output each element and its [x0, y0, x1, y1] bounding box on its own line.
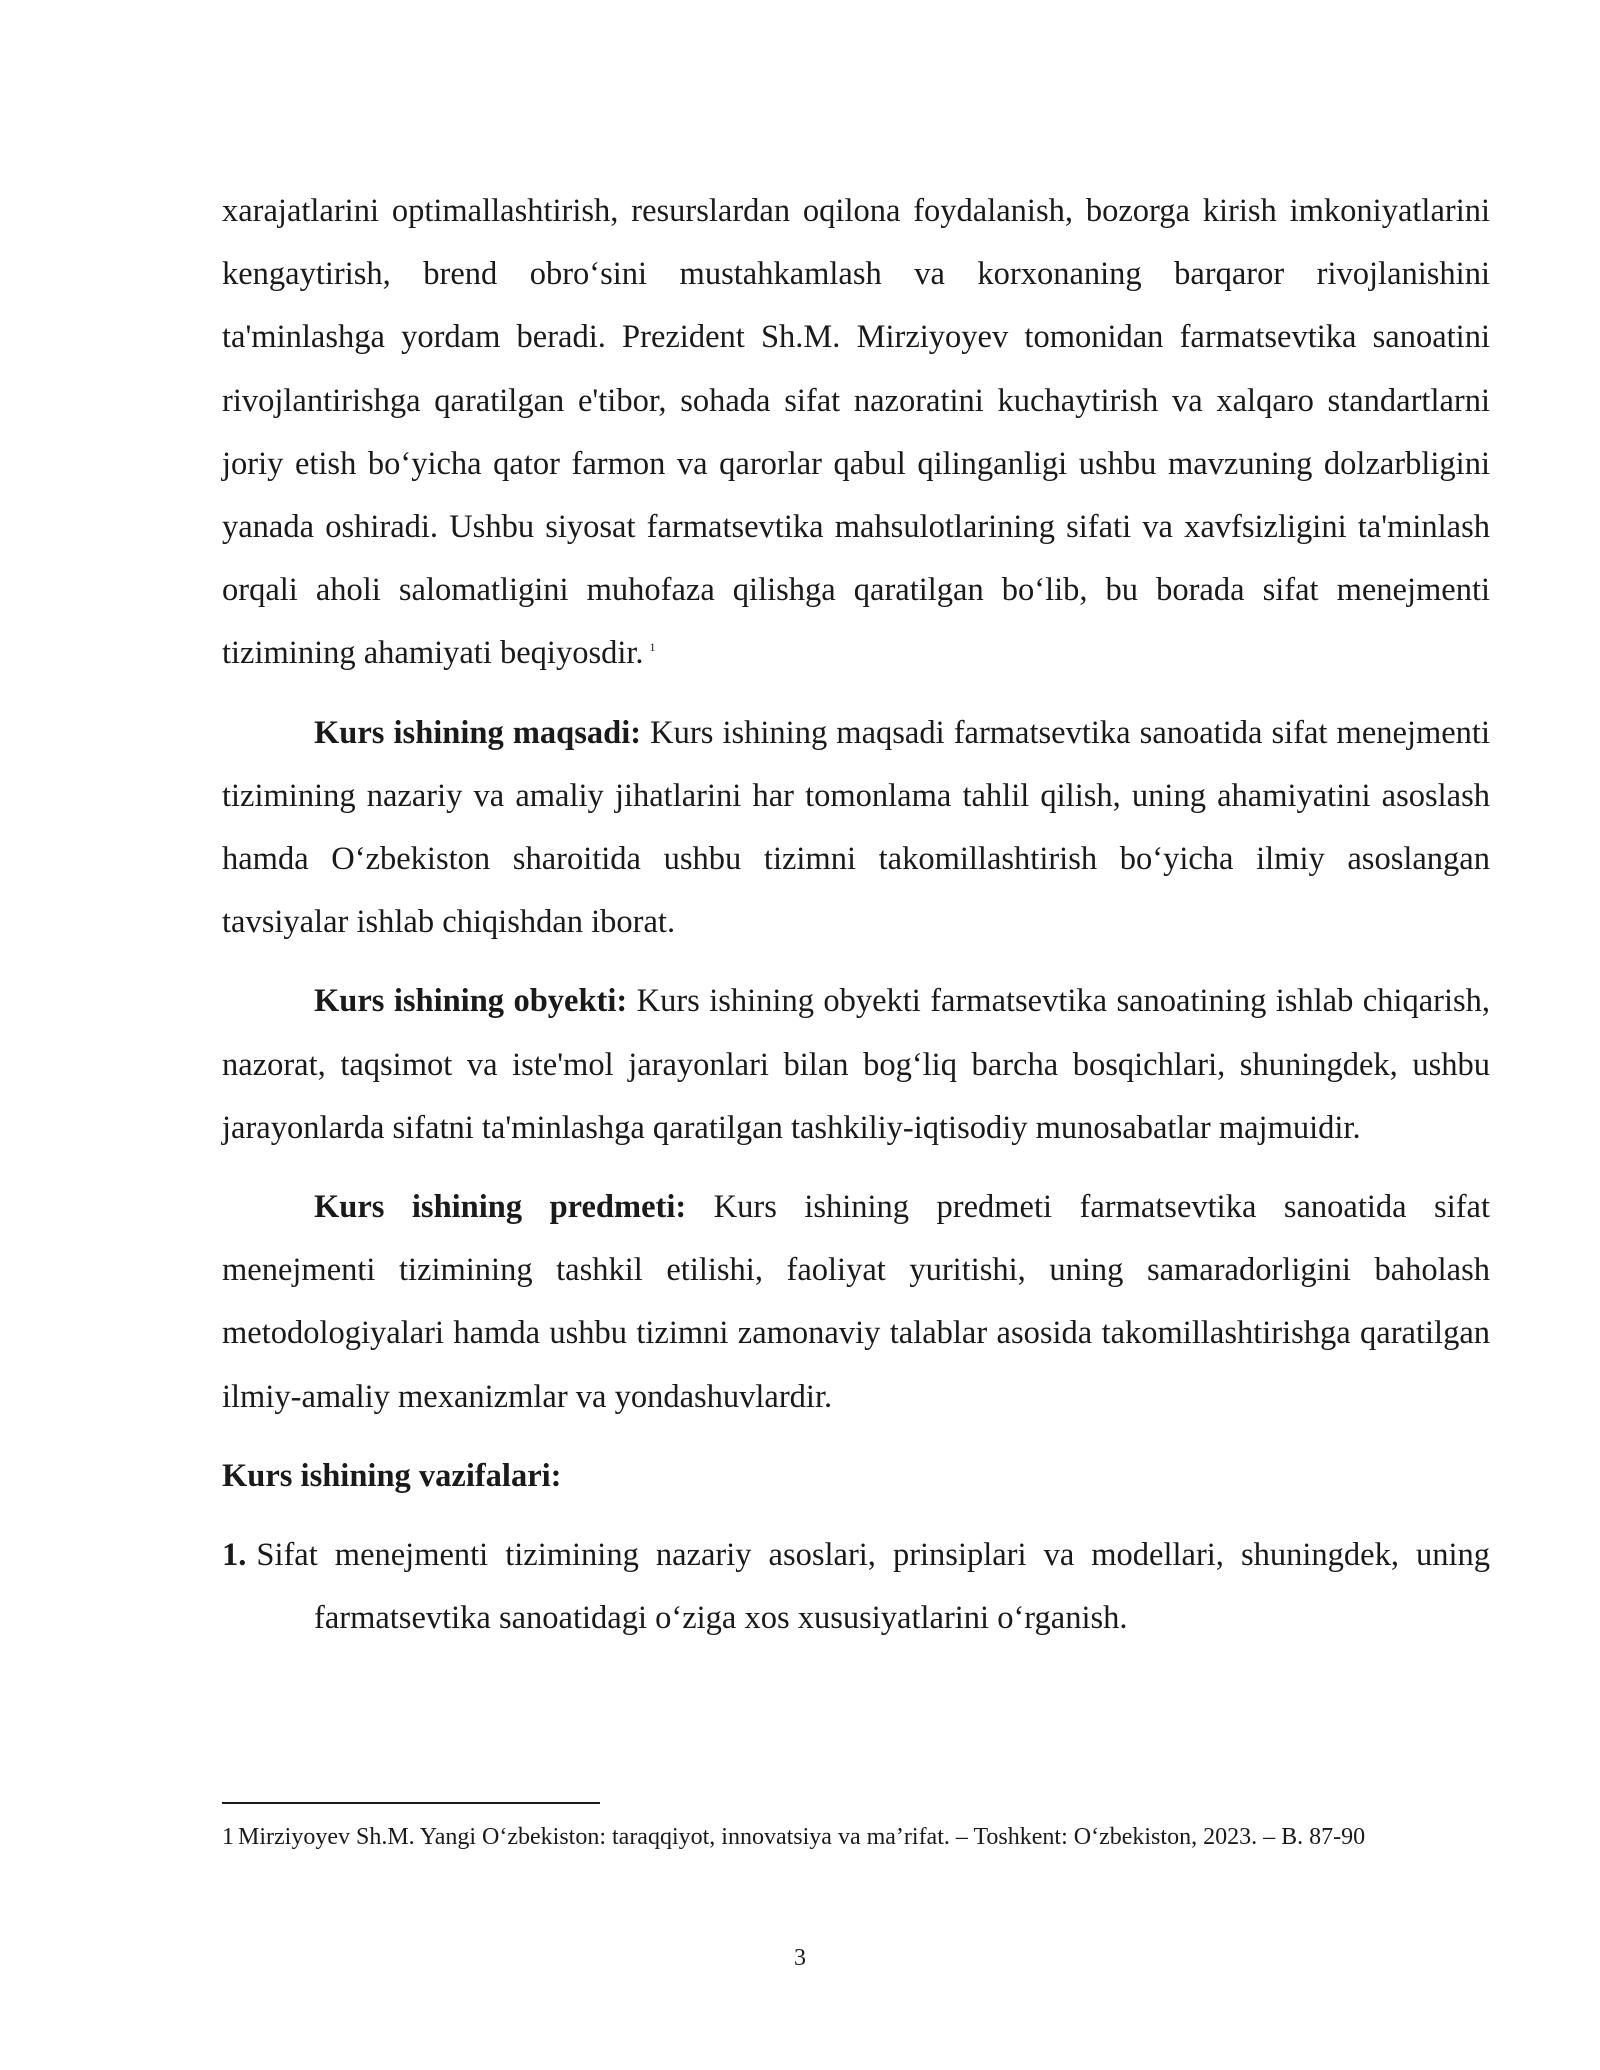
goal-text: Kurs ishining maqsadi farmatsevtika sanoatida sifat menejmenti tizimining nazariy va amaliy jihatlarini har tomonlama tahlil qilish, uning ahamiyatini asoslash hamda O‘zbekiston sharoitida ushbu tizimni takomillashtirish bo‘yicha ilmiy asoslangan tavsiyalar ishlab chiqishdan iborat. — [222, 714, 1490, 941]
object-paragraph — [222, 970, 1490, 1160]
footnote — [222, 1820, 1490, 1854]
tasks-heading: Kurs ishining vazifalari: — [222, 1457, 562, 1494]
object-label: Kurs ishining obyekti: — [314, 983, 628, 1020]
intro-paragraph-text: xarajatlarini optimallashtirish, resurslardan oqilona foydalanish, bozorga kirish imkoniyatlarini kengaytirish, brend obro‘sini mustahkamlash va korxonaning barqaror rivojlanishini ta'minlashga yordam beradi. Prezident Sh.M. Mirziyoyev tomonidan farmatsevtika sanoatini rivojlantirishga qaratilgan e'tibor, sohada sifat nazoratini kuchaytirish va xalqaro standartlarni joriy etish bo‘yicha qator farmon va qarorlar qabul qilinganligi ushbu mavzuning dolzarbligini yanada oshiradi. Ushbu siyosat farmatsevtika mahsulotlarining sifati va xavfsizligini ta'minlash orqali aholi salomatligini muhofaza qilishga qaratilgan bo‘lib, bu borada sifat menejmenti tizimining ahamiyati beqiyosdir. — [222, 193, 1490, 672]
goal-paragraph — [222, 702, 1490, 955]
footnote-reference: 1 — [649, 640, 656, 655]
footnote-number: 1 — [222, 1824, 234, 1850]
subject-text: Kurs ishining predmeti farmatsevtika sanoatida sifat menejmenti tizimining tashkil etilishi, faoliyat yuritishi, uning samaradorligini baholash metodologiyalari hamda ushbu tizimni zamonaviy talablar asosida takomillashtirishga qaratilgan ilmiy-amaliy mexanizmlar va yondashuvlardir. — [222, 1189, 1490, 1415]
task-number: 1. — [222, 1537, 247, 1574]
goal-label: Kurs ishining maqsadi: — [314, 714, 642, 751]
object-text: Kurs ishining obyekti farmatsevtika sanoatining ishlab chiqarish, nazorat, taqsimot va iste'mol jarayonlari bilan bog‘liq barcha bosqichlari, shuningdek, ushbu jarayonlarda sifatni ta'minlashga qaratilgan tashkiliy-iqtisodiy munosabatlar majmuidir. — [222, 983, 1491, 1146]
task-text: Sifat menejmenti tizimining nazariy asoslari, prinsiplari va modellari, shuningdek, uning farmatsevtika sanoatidagi o‘ziga xos xususiyatlarini o‘rganish. — [256, 1537, 1490, 1637]
footnote-text: Mirziyoyev Sh.M. Yangi O‘zbekiston: taraqqiyot, innovatsiya va ma’rifat. – Toshkent: O‘zbekiston, 2023. – B. 87-90 — [238, 1824, 1366, 1850]
subject-label: Kurs ishining predmeti: — [314, 1189, 687, 1226]
subject-paragraph — [222, 1176, 1490, 1429]
task-list-item — [222, 1524, 1490, 1650]
body-text — [222, 180, 1490, 1650]
page-number: 3 — [794, 1945, 806, 1971]
intro-paragraph — [222, 180, 1490, 686]
footnote-divider — [222, 1802, 600, 1804]
